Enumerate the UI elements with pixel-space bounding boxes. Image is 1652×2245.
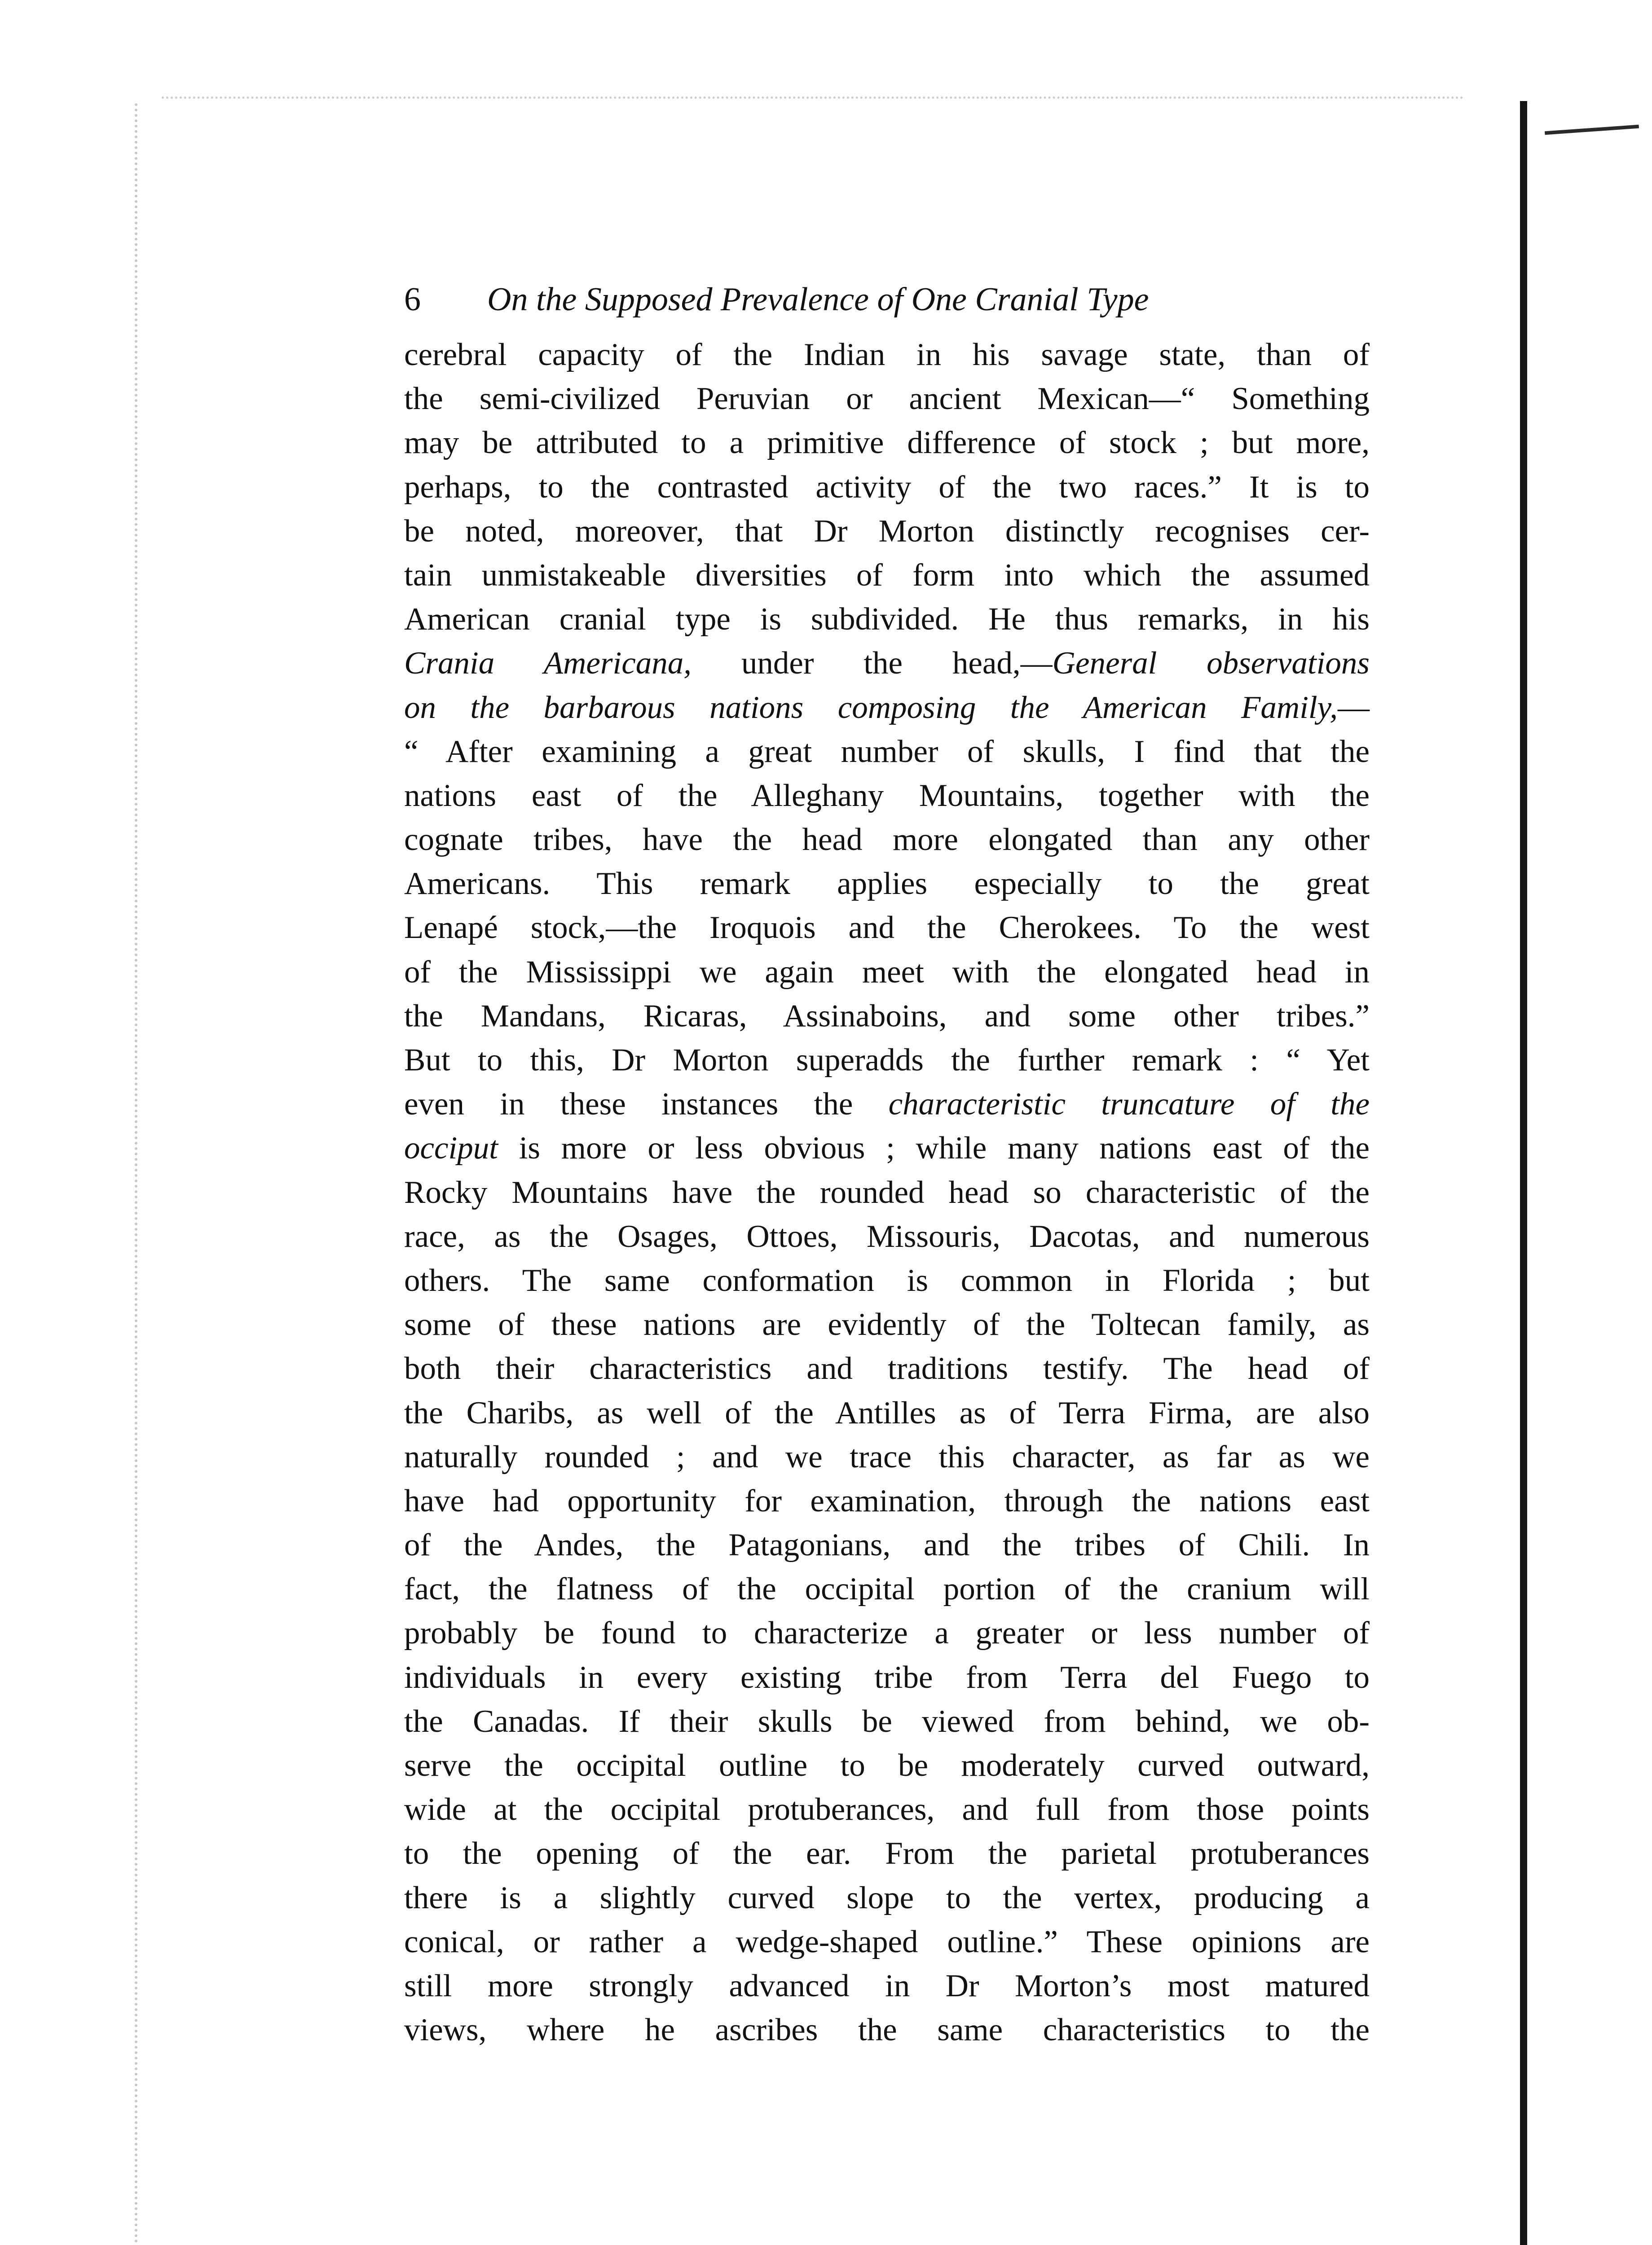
text-run: tain unmistakeable diversities of form into which the assumed	[404, 557, 1370, 593]
text-line	[404, 1964, 1370, 2008]
page-edge-left	[135, 103, 155, 2245]
text-run: American cranial type is subdivided. He thus remarks, in his	[404, 602, 1370, 637]
text-run: —	[1338, 690, 1370, 725]
text-run: perhaps, to the contrasted activity of the two races.” It is to	[404, 469, 1370, 505]
running-title: On the Supposed Prevalence of One Cranial Type	[487, 281, 1149, 318]
text-line	[404, 686, 1370, 730]
text-line	[404, 1567, 1370, 1611]
text-run: some of these nations are evidently of the Toltecan family, as	[404, 1307, 1370, 1343]
text-line	[404, 1082, 1370, 1126]
text-run: of the Andes, the Patagonians, and the tribes of Chili. In	[404, 1527, 1370, 1563]
text-run: both their characteristics and traditions testify. The head of	[404, 1351, 1370, 1387]
text-line	[404, 1435, 1370, 1479]
text-line	[404, 465, 1370, 509]
text-line	[404, 333, 1370, 377]
running-head	[404, 281, 1370, 330]
text-run: the Mandans, Ricaras, Assinaboins, and some other tribes.”	[404, 998, 1370, 1034]
text-run: have had opportunity for examination, through the nations east	[404, 1483, 1370, 1519]
text-run: serve the occipital outline to be moderately curved outward,	[404, 1748, 1370, 1783]
italic-text: Crania Americana,	[404, 646, 692, 681]
text-run: conical, or rather a wedge-shaped outline.” These opinions are	[404, 1924, 1370, 1959]
text-run: others. The same conformation is common in Florida ; but	[404, 1263, 1370, 1298]
text-run: Rocky Mountains have the rounded head so characteristic of the	[404, 1175, 1370, 1210]
italic-text: General observations	[1052, 646, 1370, 681]
text-line	[404, 553, 1370, 597]
text-run: nations east of the Alleghany Mountains, together with the	[404, 778, 1370, 813]
binding-gutter-line	[1520, 101, 1527, 2245]
text-line	[404, 597, 1370, 641]
text-line	[404, 1391, 1370, 1435]
text-run: still more strongly advanced in Dr Morton’s most matured	[404, 1968, 1370, 2003]
text-line	[404, 1215, 1370, 1259]
text-line	[404, 950, 1370, 994]
text-run: there is a slightly curved slope to the vertex, producing a	[404, 1880, 1370, 1915]
text-run: views, where he ascribes the same characteristics to the	[404, 2012, 1370, 2048]
text-line	[404, 1479, 1370, 1523]
text-line	[404, 1038, 1370, 1082]
text-run: Lenapé stock,—the Iroquois and the Cherokees. To the west	[404, 910, 1370, 946]
text-run: cognate tribes, have the head more elongated than any other	[404, 822, 1370, 858]
text-line	[404, 1787, 1370, 1831]
text-line	[404, 774, 1370, 818]
text-run: the Charibs, as well of the Antilles as of Terra Firma, are also	[404, 1395, 1370, 1431]
text-run: individuals in every existing tribe from Terra del Fuego to	[404, 1660, 1370, 1695]
text-run: the semi-civilized Peruvian or ancient Mexican—“ Something	[404, 381, 1370, 417]
text-run: cerebral capacity of the Indian in his savage state, than of	[404, 337, 1370, 372]
text-line	[404, 994, 1370, 1038]
text-line	[404, 2008, 1370, 2052]
text-line	[404, 421, 1370, 465]
text-line	[404, 1347, 1370, 1391]
text-line	[404, 1743, 1370, 1787]
text-run: the Canadas. If their skulls be viewed from behind, we ob-	[404, 1704, 1370, 1739]
text-line	[404, 1920, 1370, 1964]
text-line	[404, 1876, 1370, 1920]
italic-text: occiput	[404, 1131, 498, 1166]
italic-text: on the barbarous nations composing the American Family,	[404, 690, 1338, 725]
text-line	[404, 1303, 1370, 1347]
text-run: may be attributed to a primitive difference of stock ; but more,	[404, 425, 1370, 461]
text-run: Americans. This remark applies especially to the great	[404, 866, 1370, 902]
text-line	[404, 1259, 1370, 1303]
text-line	[404, 641, 1370, 685]
text-line	[404, 377, 1370, 421]
text-run: under the head,—	[692, 646, 1053, 681]
text-line	[404, 730, 1370, 774]
text-run: race, as the Osages, Ottoes, Missouris, Dacotas, and numerous	[404, 1219, 1370, 1254]
text-run: is more or less obvious ; while many nations east of the	[498, 1131, 1370, 1166]
text-run: fact, the flatness of the occipital portion of the cranium will	[404, 1572, 1370, 1607]
text-run: probably be found to characterize a greater or less number of	[404, 1616, 1370, 1651]
text-run: “ After examining a great number of skulls, I find that the	[404, 734, 1370, 769]
text-line	[404, 1655, 1370, 1699]
text-run: wide at the occipital protuberances, and full from those points	[404, 1792, 1370, 1827]
binding-mark	[1545, 125, 1639, 135]
text-line	[404, 1171, 1370, 1215]
page-edge-top	[162, 97, 1464, 108]
text-line	[404, 1699, 1370, 1743]
text-line	[404, 509, 1370, 553]
page-number: 6	[404, 281, 421, 318]
body-text	[404, 333, 1370, 2052]
text-line	[404, 862, 1370, 906]
text-line	[404, 1611, 1370, 1655]
text-line	[404, 1523, 1370, 1567]
italic-text: characteristic truncature of the	[888, 1087, 1370, 1122]
text-run: of the Mississippi we again meet with the elongated head in	[404, 954, 1370, 990]
book-page	[404, 281, 1370, 2052]
text-line	[404, 818, 1370, 862]
text-run: be noted, moreover, that Dr Morton distinctly recognises cer-	[404, 513, 1370, 549]
text-run: But to this, Dr Morton superadds the further remark : “ Yet	[404, 1043, 1370, 1078]
text-line	[404, 1831, 1370, 1875]
text-run: to the opening of the ear. From the parietal protuberances	[404, 1836, 1370, 1871]
text-line	[404, 1126, 1370, 1170]
text-line	[404, 906, 1370, 950]
text-run: naturally rounded ; and we trace this character, as far as we	[404, 1439, 1370, 1475]
text-run: even in these instances the	[404, 1087, 889, 1122]
